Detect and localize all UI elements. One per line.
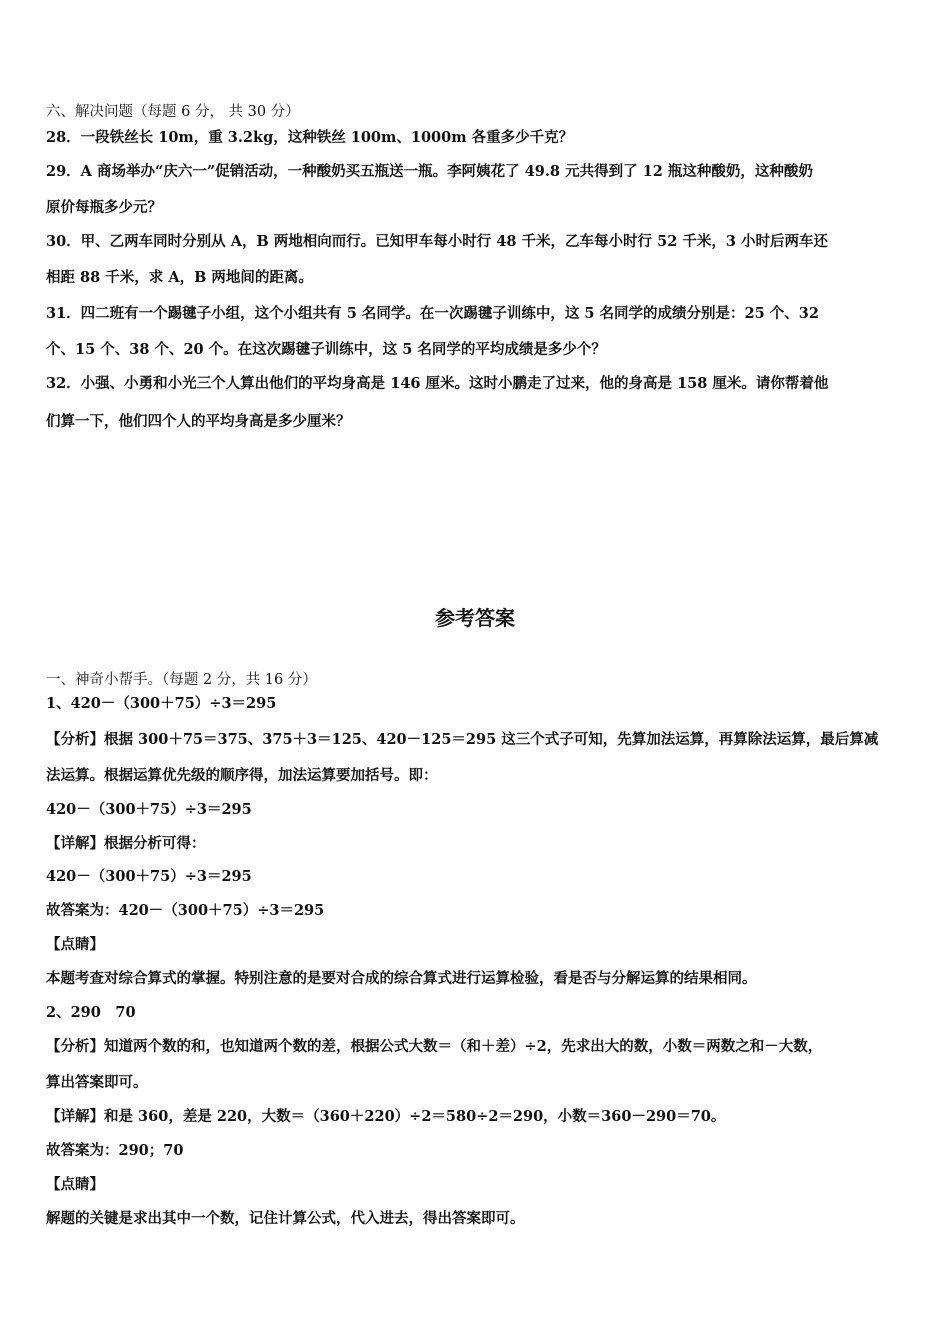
question-29-line2: 原价每瓶多少元？ [46,199,162,216]
question-29-line1: 29．A 商场举办“庆六一”促销活动，一种酸奶买五瓶送一瓶。李阿姨花了 49.8 元共得到了 12 瓶这种酸奶，这种酸奶 [46,163,813,180]
answer-1-analysis-line1: 【分析】根据 300＋75＝375、375＋3＝125、420－125＝295 这三个式子可知，先算加法运算，再算除法运算，最后算减 [46,731,879,748]
answer-2-detail: 【详解】和是 360，差是 220，大数＝（360＋220）÷2＝580÷2＝290，小数＝360－290＝70。 [46,1108,726,1125]
question-30-line2: 相距 88 千米，求 A，B 两地间的距离。 [46,269,313,286]
answer-1-analysis-line2: 法运算。根据运算优先级的顺序得，加法运算要加括号。即： [46,767,438,784]
answer-1: 1、420－（300＋75）÷3＝295 [46,695,277,712]
answer-2: 2、290 70 [46,1004,136,1021]
answer-2-conclusion: 故答案为：290；70 [46,1142,184,1159]
question-32-line2: 们算一下，他们四个人的平均身高是多少厘米？ [46,413,351,430]
question-31-line2: 个、15 个、38 个、20 个。在这次踢毽子训练中，这 5 名同学的平均成绩是多少个？ [46,341,606,358]
answer-2-comment: 解题的关键是求出其中一个数，记住计算公式，代入进去，得出答案即可。 [46,1210,525,1227]
section6-heading: 六、解决问题（每题 6 分， 共 30 分） [46,104,300,120]
answers-section1-heading: 一、神奇小帮手。（每题 2 分，共 16 分） [46,672,317,688]
answer-1-formula2: 420－（300＋75）÷3＝295 [46,868,252,885]
answers-title: 参考答案 [435,606,515,630]
answer-2-analysis-line1: 【分析】知道两个数的和，也知道两个数的差，根据公式大数＝（和＋差）÷2，先求出大的数，小数＝两数之和－大数， [46,1038,823,1055]
question-30-line1: 30．甲、乙两车同时分别从 A，B 两地相向而行。已知甲车每小时行 48 千米，乙车每小时行 52 千米，3 小时后两车还 [46,233,828,250]
answer-2-comment-label: 【点睛】 [46,1176,104,1193]
answer-1-conclusion: 故答案为：420－（300＋75）÷3＝295 [46,902,325,919]
answer-1-comment: 本题考查对综合算式的掌握。特别注意的是要对合成的综合算式进行运算检验，看是否与分解运算的结果相同。 [46,970,757,987]
answer-1-formula: 420－（300＋75）÷3＝295 [46,801,252,818]
answer-1-comment-label: 【点睛】 [46,936,104,953]
answer-2-analysis-line2: 算出答案即可。 [46,1074,148,1091]
question-28: 28．一段铁丝长 10m，重 3.2kg，这种铁丝 100m、1000m 各重多少千克？ [46,129,574,146]
question-31-line1: 31．四二班有一个踢毽子小组，这个小组共有 5 名同学。在一次踢毽子训练中，这 5 名同学的成绩分别是：25 个、32 [46,305,819,322]
question-32-line1: 32．小强、小勇和小光三个人算出他们的平均身高是 146 厘米。这时小鹏走了过来，他的身高是 158 厘米。请你帮着他 [46,375,829,392]
answer-1-detail: 【详解】根据分析可得： [46,835,206,852]
